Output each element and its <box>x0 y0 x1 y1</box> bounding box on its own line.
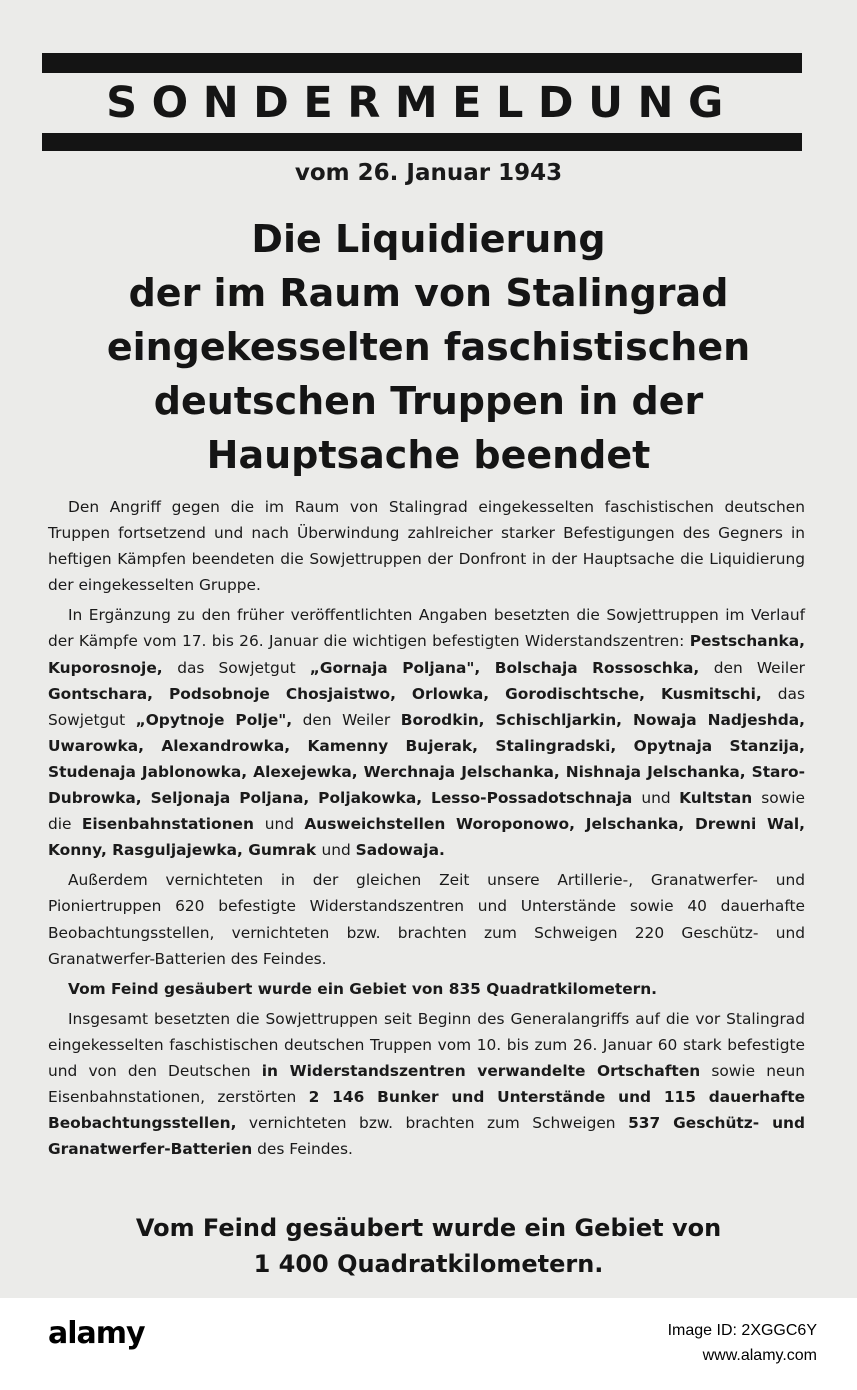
p2-text: und <box>264 815 305 834</box>
p2-places: Eisenbahnstationen <box>81 815 265 834</box>
paragraph-3: Außerdem vernichteten in der gleichen Zeit unsere Artillerie-, Granatwerfer- und Pioniertruppen 620 befestigte Widerstandszentren und Unterstände sowie 40 dauerhafte Beobachtungsstellen, vernichteten bzw. brachten zum Schweigen 220 Geschütz- und Granatwerfer-Batterien des Feindes. <box>48 871 805 968</box>
p2-places: Ausweichstellen Woroponowo, Jelschanka, Drewni Wal, Konny, Rasguljajewka, Gumrak <box>48 815 805 860</box>
body-text <box>48 494 805 1166</box>
p2-places: Gontschara, Podsobnoje Chosjaistwo, Orlowka, Gorodischtsche, Kusmitschi, <box>48 684 778 703</box>
p5-text: des Feindes. <box>252 1140 353 1159</box>
p2-text: und <box>321 841 356 860</box>
headline-top-bar <box>42 53 802 73</box>
title-line: deutschen Truppen in der <box>153 379 704 423</box>
paragraph-5 <box>48 1006 805 1163</box>
p5-bold: 2 146 Bunker und Unterstände und 115 dauerhafte Beobachtungsstellen, <box>48 1088 806 1133</box>
p5-text: Insgesamt besetzten die Sowjettruppen seit Beginn des Generalangriffs auf die vor Stalingrad eingekesselten faschistischen deutschen Truppen vom 10. bis zum 26. Januar 60 stark befestigte und von den Deutschen <box>48 1009 805 1080</box>
p2-places: Borodkin, Schischljarkin, Nowaja Nadjeshda, Uwarowka, Alexandrowka, Kamenny Bujerak, Stalingradski, Opytnaja Stanzija, Studenaja Jablonowka, Alexejewka, Werchnaja Jelschanka, Nishnaja Jelschanka, Staro-Dubrowka, Seljonaja Poljana, Poljakowka, Lesso-Possadotschnaja <box>48 710 805 808</box>
p2-places: Sadowaja. <box>355 841 445 860</box>
final-statement <box>0 1210 857 1282</box>
p5-bold: 537 Geschütz- und Granatwerfer-Batterien <box>48 1114 805 1159</box>
paragraph-4 <box>48 976 805 1002</box>
p2-text: das Sowjetgut <box>48 684 805 729</box>
p2-text: den Weiler <box>292 710 401 729</box>
p2-places: „Opytnoje Polje", <box>135 710 293 729</box>
headline: SONDERMELDUNG <box>106 78 738 128</box>
final-line: 1 400 Quadratkilometern. <box>253 1250 604 1278</box>
title-line: der im Raum von Stalingrad <box>128 271 729 315</box>
date-line: vom 26. Januar 1943 <box>294 160 563 186</box>
p5-bold: in Widerstandszentren verwandelte Ortschaften <box>261 1061 701 1080</box>
p2-places: „Gornaja Poljana", Bolschaja Rossoschka, <box>309 658 714 677</box>
p2-text: sowie die <box>48 789 805 834</box>
image-id: Image ID: 2XGGC6Y <box>667 1322 817 1339</box>
p2-places: Pestschanka, Kuporosnoje, <box>48 632 805 677</box>
p2-text: und <box>641 789 680 808</box>
p5-text: vernichteten bzw. brachten zum Schweigen <box>236 1114 629 1133</box>
title-line: Hauptsache beendet <box>206 433 651 477</box>
site-url: www.alamy.com <box>702 1347 817 1364</box>
final-line: Vom Feind gesäubert wurde ein Gebiet von <box>135 1214 722 1242</box>
title-line: eingekesselten faschistischen <box>106 325 751 369</box>
p2-text: das Sowjetgut <box>177 658 310 677</box>
p2-places: Kultstan <box>679 789 762 808</box>
paragraph-2 <box>48 602 805 863</box>
p5-text: sowie neun Eisenbahnstationen, zerstörten <box>48 1061 805 1107</box>
paragraph-1: Den Angriff gegen die im Raum von Stalingrad eingekesselten faschistischen deutschen Truppen fortsetzend und nach Überwindung zahlreicher starker Befestigungen des Gegners in heftigen Kämpfen beendeten die Sowjettruppen der Donfront in der Hauptsache die Liquidierung der eingekesselten Gruppe. <box>48 498 805 595</box>
main-title <box>20 212 837 482</box>
alamy-logo: alamy <box>48 1316 145 1351</box>
headline-bottom-bar <box>42 133 802 151</box>
p2-intro: In Ergänzung zu den früher veröffentlichten Angaben besetzten die Sowjettruppen im Verlauf der Kämpfe vom 17. bis 26. Januar die wichtigen befestigten Widerstandszentren: <box>48 606 805 651</box>
p4-text: Vom Feind gesäubert wurde ein Gebiet von 835 Quadratkilometern. <box>68 979 658 998</box>
p2-text: den Weiler <box>713 658 805 677</box>
title-line: Die Liquidierung <box>251 217 606 261</box>
